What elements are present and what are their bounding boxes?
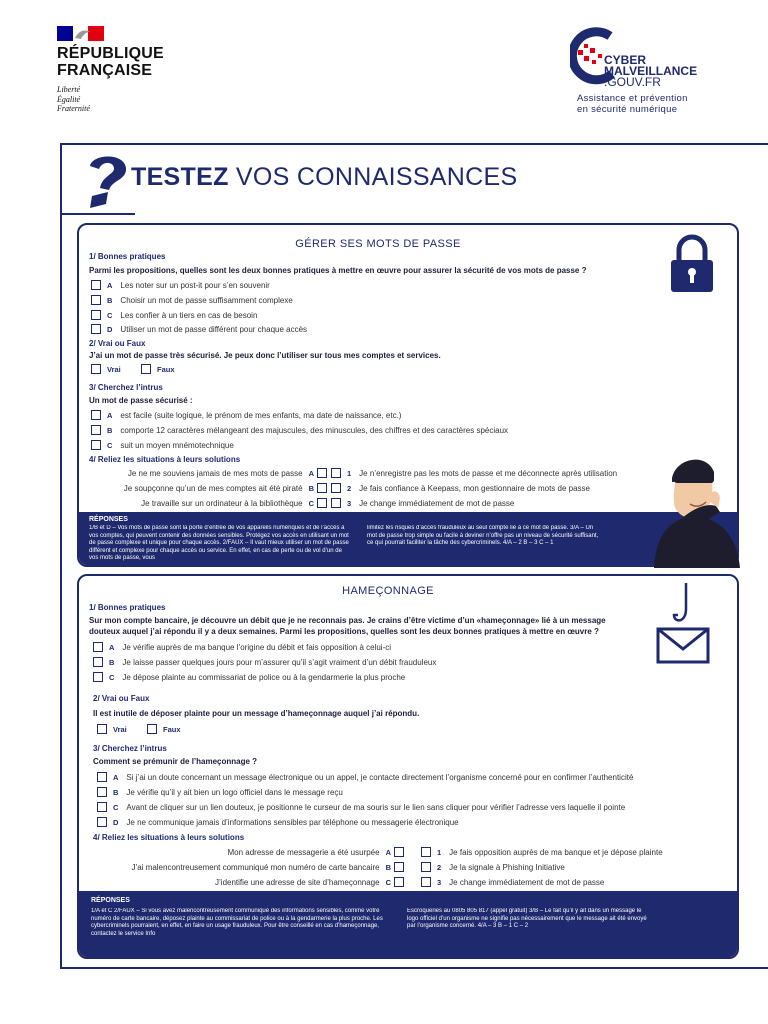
checkbox[interactable] bbox=[421, 877, 431, 887]
pw-q4-situation-a[interactable]: Je ne me souviens jamais de mes mots de passe A bbox=[89, 468, 327, 478]
ph-q2-true[interactable]: Vrai bbox=[97, 724, 135, 734]
checkbox[interactable] bbox=[97, 724, 107, 734]
pw-q4-situation-c[interactable]: Je travaille sur un ordinateur à la bibliothèque C bbox=[89, 498, 327, 508]
ph-q3-option-c[interactable]: C Avant de cliquer sur un lien douteux, je positionne le curseur de ma souris sur le lien sans cliquer pour vérifier l’adresse vers laquelle il pointe bbox=[97, 802, 625, 812]
frame-top-line bbox=[60, 143, 768, 145]
checkbox[interactable] bbox=[331, 483, 341, 493]
pw-q1-option-c[interactable]: C Les confier à un tiers en cas de besoin bbox=[91, 310, 257, 320]
passwords-card-title: GÉRER SES MOTS DE PASSE bbox=[295, 238, 461, 250]
ph-q1-text: Sur mon compte bancaire, je découvre un débit que je ne reconnais pas. Je crains d’être victime d’un «hameçonnage» lié à un message douteux auquel j’ai répondu il y a deux semaines. Parmi les propositions, quelles sont les deux bonnes pratiques à mettre en œuvre ? bbox=[89, 616, 606, 636]
ph-q4-situation-b[interactable]: J’ai malencontreusement communiqué mon numéro de carte bancaire B bbox=[89, 862, 404, 872]
page-title: TESTEZ VOS CONNAISSANCES bbox=[131, 163, 518, 191]
ph-answers-col1: 1/A et C 2/FAUX – Si vous avez malencontreusement communiqué des informations sensibles, comme votre numéro de carte bancaire, déposez plainte au commissariat de police ou à la gendarmerie la plus proche. Les cybercriminels pourraient, en effet, en faire un usage frauduleux. Pour être conseillé en cas d’hameçonnage, contactez le service Info bbox=[91, 908, 383, 937]
checkbox[interactable] bbox=[93, 672, 103, 682]
ph-q4-solution-2[interactable]: 2 Je la signale à Phishing Initiative bbox=[421, 862, 565, 872]
ph-q4-situation-a[interactable]: Mon adresse de messagerie a été usurpée A bbox=[89, 847, 404, 857]
pw-q3-option-a[interactable]: A est facile (suite logique, le prénom de mes enfants, ma date de naissance, etc.) bbox=[91, 410, 401, 420]
pw-q2-title: 2/ Vrai ou Faux bbox=[89, 339, 146, 348]
question-mark-icon bbox=[82, 152, 132, 212]
ph-q4-solution-3[interactable]: 3 Je change immédiatement de mot de passe bbox=[421, 877, 604, 887]
checkbox[interactable] bbox=[317, 483, 327, 493]
checkbox[interactable] bbox=[421, 862, 431, 872]
pw-answers-col2: limitez les risques d’accès frauduleux au seul compte lié à ce mot de passe. 3/A – Un mot de passe trop simple ou facile à deviner n’offre pas un niveau de sécurité suffisant, ce qui pourrait faciliter la tâche des cybercriminels. 4/A – 2 B – 3 C – 1 bbox=[367, 525, 599, 546]
checkbox[interactable] bbox=[91, 280, 101, 290]
passwords-card bbox=[77, 223, 739, 567]
ph-q1-title: 1/ Bonnes pratiques bbox=[89, 603, 166, 612]
ph-answers-title: RÉPONSES bbox=[91, 897, 130, 904]
ph-q3-option-b[interactable]: B Je vérifie qu’il y ait bien un logo officiel dans le message reçu bbox=[97, 787, 343, 797]
checkbox[interactable] bbox=[97, 787, 107, 797]
checkbox[interactable] bbox=[91, 410, 101, 420]
republique-francaise-wordmark: RÉPUBLIQUE FRANÇAISE bbox=[57, 45, 164, 79]
checkbox[interactable] bbox=[91, 310, 101, 320]
pw-q2-true[interactable]: Vrai bbox=[91, 364, 129, 374]
marianne-logo bbox=[57, 26, 104, 41]
checkbox[interactable] bbox=[394, 877, 404, 887]
ph-answers-col2: Escroqueries au 0805 805 817 (appel gratuit) 3/B – Le fait qu’il y ait dans un message le logo officiel d’un organisme ne signifie pas nécessairement que le message ait été envoyé par l’organisme concerné. 4/A – 3 B – 1 C – 2 bbox=[407, 908, 647, 929]
checkbox[interactable] bbox=[97, 817, 107, 827]
checkbox[interactable] bbox=[421, 847, 431, 857]
pw-q4-title: 4/ Reliez les situations à leurs solutions bbox=[89, 455, 241, 464]
pw-q1-option-b[interactable]: B Choisir un mot de passe suffisamment complexe bbox=[91, 295, 293, 305]
ph-q3-text: Comment se prémunir de l’hameçonnage ? bbox=[93, 757, 258, 766]
pw-q1-title: 1/ Bonnes pratiques bbox=[89, 252, 166, 261]
cybermalveillance-wordmark: CYBER MALVEILLANCE .GOUV.FR bbox=[604, 53, 698, 89]
checkbox[interactable] bbox=[97, 772, 107, 782]
pw-q3-option-b[interactable]: B comporte 12 caractères mélangeant des majuscules, des minuscules, des chiffres et des caractères spéciaux bbox=[91, 425, 508, 435]
ph-q3-title: 3/ Cherchez l’intrus bbox=[93, 744, 167, 753]
pw-answers-title: RÉPONSES bbox=[89, 516, 128, 523]
checkbox[interactable] bbox=[91, 295, 101, 305]
pw-q4-solution-3[interactable]: 3 Je change immédiatement de mot de passe bbox=[331, 498, 514, 508]
pw-answers-col1: 1/B et D – Vos mots de passe sont la porte d’entrée de vos appareils numériques et de l’accès à vos comptes, qui peuvent contenir des données sensibles. Protégez vos accès en utilisant un mot de passe complexe et unique pour chaque accès. 2/FAUX – Il vaut mieux utiliser un mot de passe différent et complexe pour chaque accès ou service. En effet, en cas de perte ou de vol d’un de vos mots de passe, vous bbox=[89, 525, 349, 561]
ph-q3-option-a[interactable]: A Si j’ai un doute concernant un message électronique ou un appel, je contacte directement l’organisme concerné pour en confirmer l’authenticité bbox=[97, 772, 633, 782]
checkbox[interactable] bbox=[91, 425, 101, 435]
pw-q4-solution-1[interactable]: 1 Je n’enregistre pas les mots de passe et me déconnecte après utilisation bbox=[331, 468, 617, 478]
pw-q3-text: Un mot de passe sécurisé : bbox=[89, 396, 193, 405]
title-underline bbox=[60, 213, 135, 215]
ph-q3-option-d[interactable]: D Je ne communique jamais d’informations sensibles par téléphone ou messagerie électronique bbox=[97, 817, 459, 827]
ph-q4-solution-1[interactable]: 1 Je fais opposition auprès de ma banque et je dépose plainte bbox=[421, 847, 663, 857]
pw-answers-panel bbox=[79, 512, 737, 565]
republic-motto: Liberté Égalité Fraternité bbox=[57, 85, 90, 113]
ph-q1-option-a[interactable]: A Je vérifie auprès de ma banque l’origine du débit et fais opposition à celui-ci bbox=[93, 642, 391, 652]
pw-q4-solution-2[interactable]: 2 Je fais confiance à Keepass, mon gestionnaire de mots de passe bbox=[331, 483, 590, 493]
pw-q4-situation-b[interactable]: Je soupçonne qu’un de mes comptes ait été piraté B bbox=[89, 483, 327, 493]
ph-q1-option-b[interactable]: B Je laisse passer quelques jours pour m’assurer qu’il s’agit vraiment d’un débit frauduleux bbox=[93, 657, 436, 667]
checkbox[interactable] bbox=[394, 862, 404, 872]
frame-left-line bbox=[60, 143, 62, 969]
pw-q3-title: 3/ Cherchez l’intrus bbox=[89, 383, 163, 392]
ph-q2-text: Il est inutile de déposer plainte pour un message d’hameçonnage auquel j’ai répondu. bbox=[93, 709, 420, 718]
pw-q2-text: J’ai un mot de passe très sécurisé. Je peux donc l’utiliser sur tous mes comptes et services. bbox=[89, 351, 441, 360]
checkbox[interactable] bbox=[91, 324, 101, 334]
pw-q1-option-d[interactable]: D Utiliser un mot de passe différent pour chaque accès bbox=[91, 324, 307, 334]
checkbox[interactable] bbox=[91, 440, 101, 450]
checkbox[interactable] bbox=[331, 468, 341, 478]
frame-bottom-line bbox=[60, 967, 768, 969]
ph-q2-false[interactable]: Faux bbox=[147, 724, 189, 734]
ph-answers-panel bbox=[79, 891, 737, 957]
ph-q1-option-c[interactable]: C Je dépose plainte au commissariat de police ou à la gendarmerie la plus proche bbox=[93, 672, 405, 682]
hacker-illustration bbox=[648, 448, 743, 568]
checkbox[interactable] bbox=[394, 847, 404, 857]
checkbox[interactable] bbox=[331, 498, 341, 508]
pw-q3-option-c[interactable]: C suit un moyen mnémotechnique bbox=[91, 440, 234, 450]
checkbox[interactable] bbox=[91, 364, 101, 374]
pw-q2-false[interactable]: Faux bbox=[141, 364, 183, 374]
checkbox[interactable] bbox=[317, 498, 327, 508]
checkbox[interactable] bbox=[317, 468, 327, 478]
cybermalveillance-tagline: Assistance et prévention en sécurité numérique bbox=[577, 93, 688, 115]
checkbox[interactable] bbox=[147, 724, 157, 734]
ph-q4-situation-c[interactable]: J’identifie une adresse de site d’hameçonnage C bbox=[89, 877, 404, 887]
checkbox[interactable] bbox=[93, 657, 103, 667]
checkbox[interactable] bbox=[97, 802, 107, 812]
ph-q2-title: 2/ Vrai ou Faux bbox=[93, 694, 150, 703]
phishing-card bbox=[77, 574, 739, 959]
ph-q4-title: 4/ Reliez les situations à leurs solutions bbox=[93, 833, 245, 842]
padlock-icon bbox=[667, 234, 717, 294]
checkbox[interactable] bbox=[93, 642, 103, 652]
checkbox[interactable] bbox=[141, 364, 151, 374]
phishing-card-title: HAMEÇONNAGE bbox=[342, 585, 434, 597]
phishing-hook-envelope-icon bbox=[652, 583, 714, 668]
pw-q1-option-a[interactable]: A Les noter sur un post-it pour s’en souvenir bbox=[91, 280, 270, 290]
pw-q1-text: Parmi les propositions, quelles sont les deux bonnes pratiques à mettre en œuvre pour assurer la sécurité de vos mots de passe ? bbox=[89, 266, 587, 275]
